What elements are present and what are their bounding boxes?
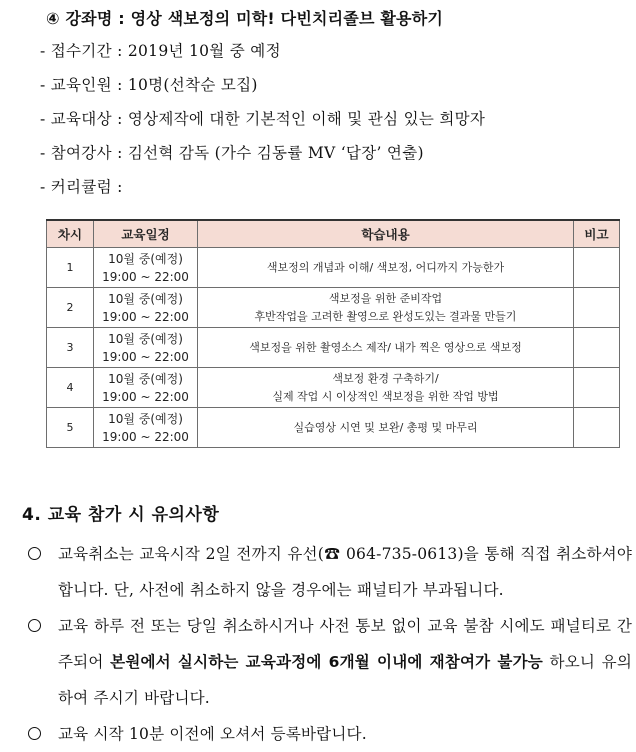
schedule-date: 10월 중(예정) bbox=[108, 331, 183, 346]
table-row bbox=[47, 288, 620, 328]
table-row bbox=[47, 248, 620, 288]
schedule-time: 19:00 ~ 22:00 bbox=[102, 269, 189, 284]
session-number: 4 bbox=[47, 368, 94, 408]
notice-emphasis: 본원에서 실시하는 교육과정에 6개월 이내에 재참여가 불가능 bbox=[110, 653, 543, 671]
table-row bbox=[47, 328, 620, 368]
schedule-date: 10월 중(예정) bbox=[108, 251, 183, 266]
remarks-cell bbox=[574, 408, 620, 448]
header-session: 차시 bbox=[47, 220, 94, 248]
content-line: 실제 작업 시 이상적인 색보정을 위한 작업 방법 bbox=[272, 389, 499, 403]
content-line: 색보정을 위한 촬영소스 제작/ 내가 찍은 영상으로 색보정 bbox=[249, 340, 522, 354]
schedule-time: 19:00 ~ 22:00 bbox=[102, 309, 189, 324]
schedule-time: 19:00 ~ 22:00 bbox=[102, 429, 189, 444]
schedule-cell bbox=[94, 368, 198, 408]
schedule-cell bbox=[94, 408, 198, 448]
header-schedule: 교육일정 bbox=[94, 220, 198, 248]
info-instructor: - 참여강사 : 김선혁 감독 (가수 김동률 MV ‘답장’ 연출) bbox=[40, 144, 424, 162]
table-row bbox=[47, 408, 620, 448]
course-title: ④ 강좌명 : 영상 색보정의 미학! 다빈치리졸브 활용하기 bbox=[46, 9, 444, 28]
content-line: 실습영상 시연 및 보완/ 총평 및 마무리 bbox=[293, 420, 478, 434]
schedule-cell bbox=[94, 328, 198, 368]
info-capacity: - 교육인원 : 10명(선착순 모집) bbox=[40, 76, 258, 94]
table-row bbox=[47, 368, 620, 408]
schedule-date: 10월 중(예정) bbox=[108, 371, 183, 386]
content-line: 후반작업을 고려한 촬영으로 완성도있는 결과물 만들기 bbox=[254, 309, 517, 323]
content-line: 색보정 환경 구축하기/ bbox=[332, 371, 439, 385]
content-cell bbox=[198, 288, 574, 328]
circle-bullet-icon bbox=[28, 547, 41, 560]
remarks-cell bbox=[574, 328, 620, 368]
schedule-time: 19:00 ~ 22:00 bbox=[102, 349, 189, 364]
notice-text: 교육취소는 교육시작 2일 전까지 유선(☎ 064-735-0613)을 통해 직접 취소하셔야 합니다. 단, 사전에 취소하지 않을 경우에는 패널티가 부과됩니다. bbox=[58, 545, 632, 599]
notices-heading: 4. 교육 참가 시 유의사항 bbox=[22, 505, 220, 525]
content-cell bbox=[198, 248, 574, 288]
remarks-cell bbox=[574, 288, 620, 328]
session-number: 5 bbox=[47, 408, 94, 448]
table-header-row bbox=[47, 220, 620, 248]
notice-item bbox=[22, 608, 632, 716]
notice-text: 하오니 유의하여 주시기 바랍니다. bbox=[58, 653, 633, 707]
header-content: 학습내용 bbox=[198, 220, 574, 248]
session-number: 2 bbox=[47, 288, 94, 328]
course-info-list bbox=[40, 38, 485, 208]
notice-item bbox=[22, 536, 632, 608]
schedule-date: 10월 중(예정) bbox=[108, 411, 183, 426]
notices-list bbox=[22, 536, 632, 752]
curriculum-table bbox=[46, 219, 620, 448]
session-number: 1 bbox=[47, 248, 94, 288]
content-cell bbox=[198, 368, 574, 408]
notice-text: 교육 시작 10분 이전에 오셔서 등록바랍니다. bbox=[58, 725, 367, 743]
remarks-cell bbox=[574, 368, 620, 408]
remarks-cell bbox=[574, 248, 620, 288]
schedule-date: 10월 중(예정) bbox=[108, 291, 183, 306]
schedule-time: 19:00 ~ 22:00 bbox=[102, 389, 189, 404]
info-target-audience: - 교육대상 : 영상제작에 대한 기본적인 이해 및 관심 있는 희망자 bbox=[40, 110, 486, 128]
header-remarks: 비고 bbox=[574, 220, 620, 248]
content-line: 색보정을 위한 준비작업 bbox=[328, 291, 443, 305]
notice-item bbox=[22, 716, 632, 752]
notice-text: 교육 하루 전 또는 당일 취소하시거나 사전 통보 없이 교육 불참 시에도 패널티로 간주되어 bbox=[58, 617, 632, 671]
session-number: 3 bbox=[47, 328, 94, 368]
content-line: 색보정의 개념과 이해/ 색보정, 어디까지 가능한가 bbox=[266, 260, 505, 274]
info-curriculum-label: - 커리큘럼 : bbox=[40, 178, 123, 196]
schedule-cell bbox=[94, 248, 198, 288]
content-cell bbox=[198, 408, 574, 448]
circle-bullet-icon bbox=[28, 727, 41, 740]
content-cell bbox=[198, 328, 574, 368]
circle-bullet-icon bbox=[28, 619, 41, 632]
schedule-cell bbox=[94, 288, 198, 328]
info-application-period: - 접수기간 : 2019년 10월 중 예정 bbox=[40, 42, 281, 60]
